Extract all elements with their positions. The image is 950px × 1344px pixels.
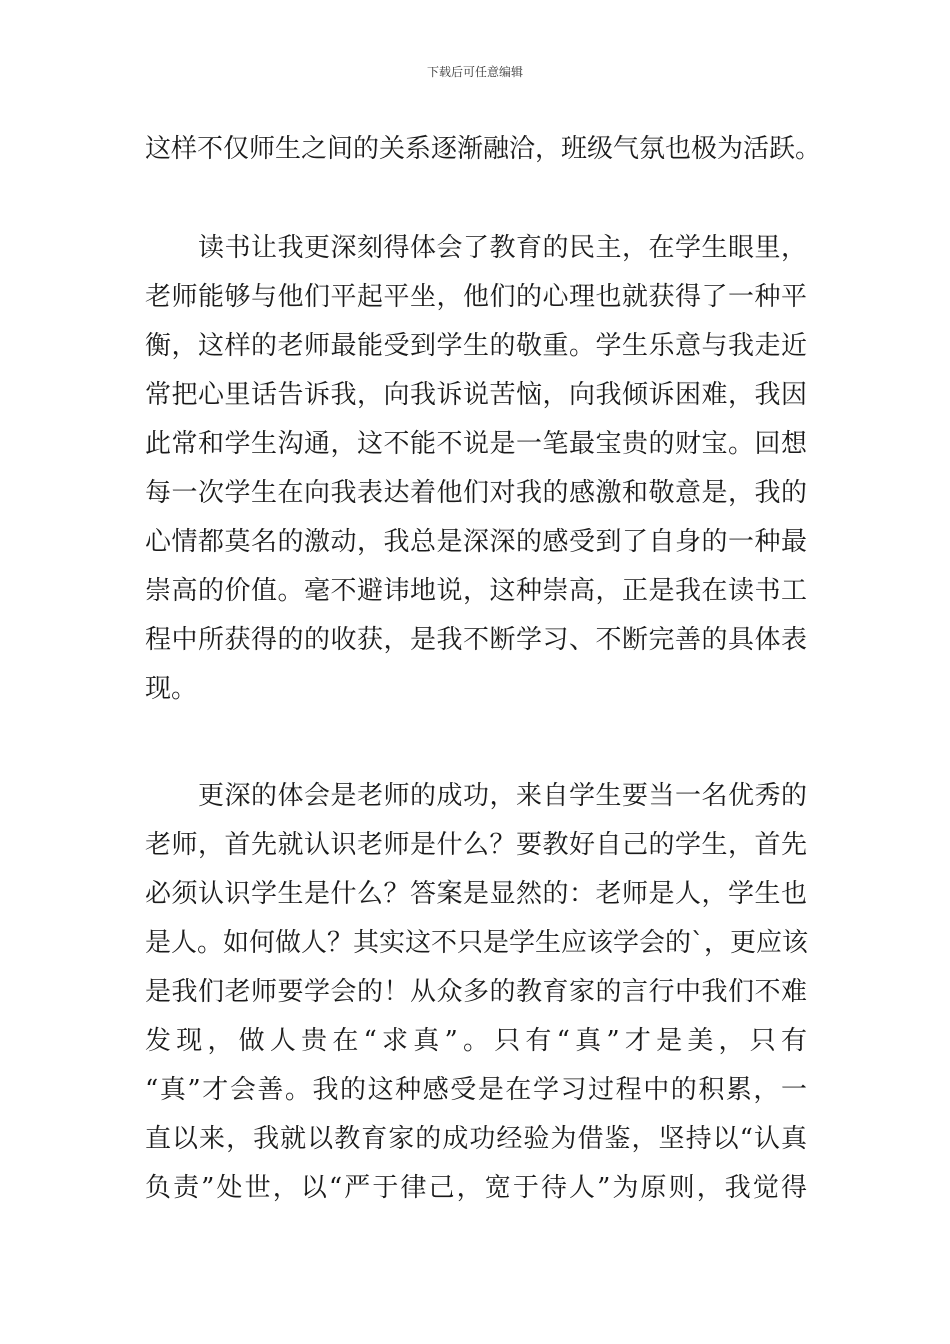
text-line: “真”才会善。我的这种感受是在学习过程中的积累，一: [145, 1075, 807, 1105]
text-line: 更深的体会是老师的成功，来自学生要当一名优秀的: [198, 781, 807, 811]
text-line: 崇高的价值。毫不避讳地说，这种崇高，正是我在读书工: [145, 576, 807, 606]
text-line: 是我们老师要学会的！从众多的教育家的言行中我们不难: [145, 977, 807, 1007]
text-line: 现。: [145, 674, 198, 704]
text-line: 程中所获得的的收获，是我不断学习、不断完善的具体表: [145, 625, 807, 655]
text-line: 是人。如何做人？其实这不只是学生应该学会的`，更应该: [145, 928, 809, 958]
paragraph-2: [145, 224, 807, 714]
text-line: 读书让我更深刻得体会了教育的民主，在学生眼里，: [198, 233, 807, 263]
text-line: 此常和学生沟通，这不能不说是一笔最宝贵的财宝。回想: [145, 429, 807, 459]
text-line: 常把心里话告诉我，向我诉说苦恼，向我倾诉困难，我因: [145, 380, 807, 410]
page-header: 下载后可任意编辑: [426, 65, 523, 79]
text-line: 衡，这样的老师最能受到学生的敬重。学生乐意与我走近: [145, 331, 807, 361]
text-line: 老师能够与他们平起平坐，他们的心理也就获得了一种平: [145, 282, 807, 312]
paragraph-3: [145, 772, 807, 1213]
text-line: 每一次学生在向我表达着他们对我的感激和敬意是，我的: [145, 478, 807, 508]
text-line: 直以来，我就以教育家的成功经验为借鉴，坚持以“认真: [145, 1124, 807, 1154]
text-line: 心情都莫名的激动，我总是深深的感受到了自身的一种最: [145, 527, 807, 557]
text-line: 发现，做人贵在“求真”。只有“真”才是美，只有: [145, 1026, 807, 1056]
text-line: 负责”处世，以“严于律己，宽于待人”为原则，我觉得: [145, 1173, 807, 1203]
text-line: 必须认识学生是什么？答案是显然的：老师是人，学生也: [145, 879, 807, 909]
paragraph-1: [145, 125, 822, 174]
text-line: 这样不仅师生之间的关系逐渐融洽，班级气氛也极为活跃。: [145, 134, 822, 164]
text-line: 老师，首先就认识老师是什么？要教好自己的学生，首先: [145, 830, 807, 860]
